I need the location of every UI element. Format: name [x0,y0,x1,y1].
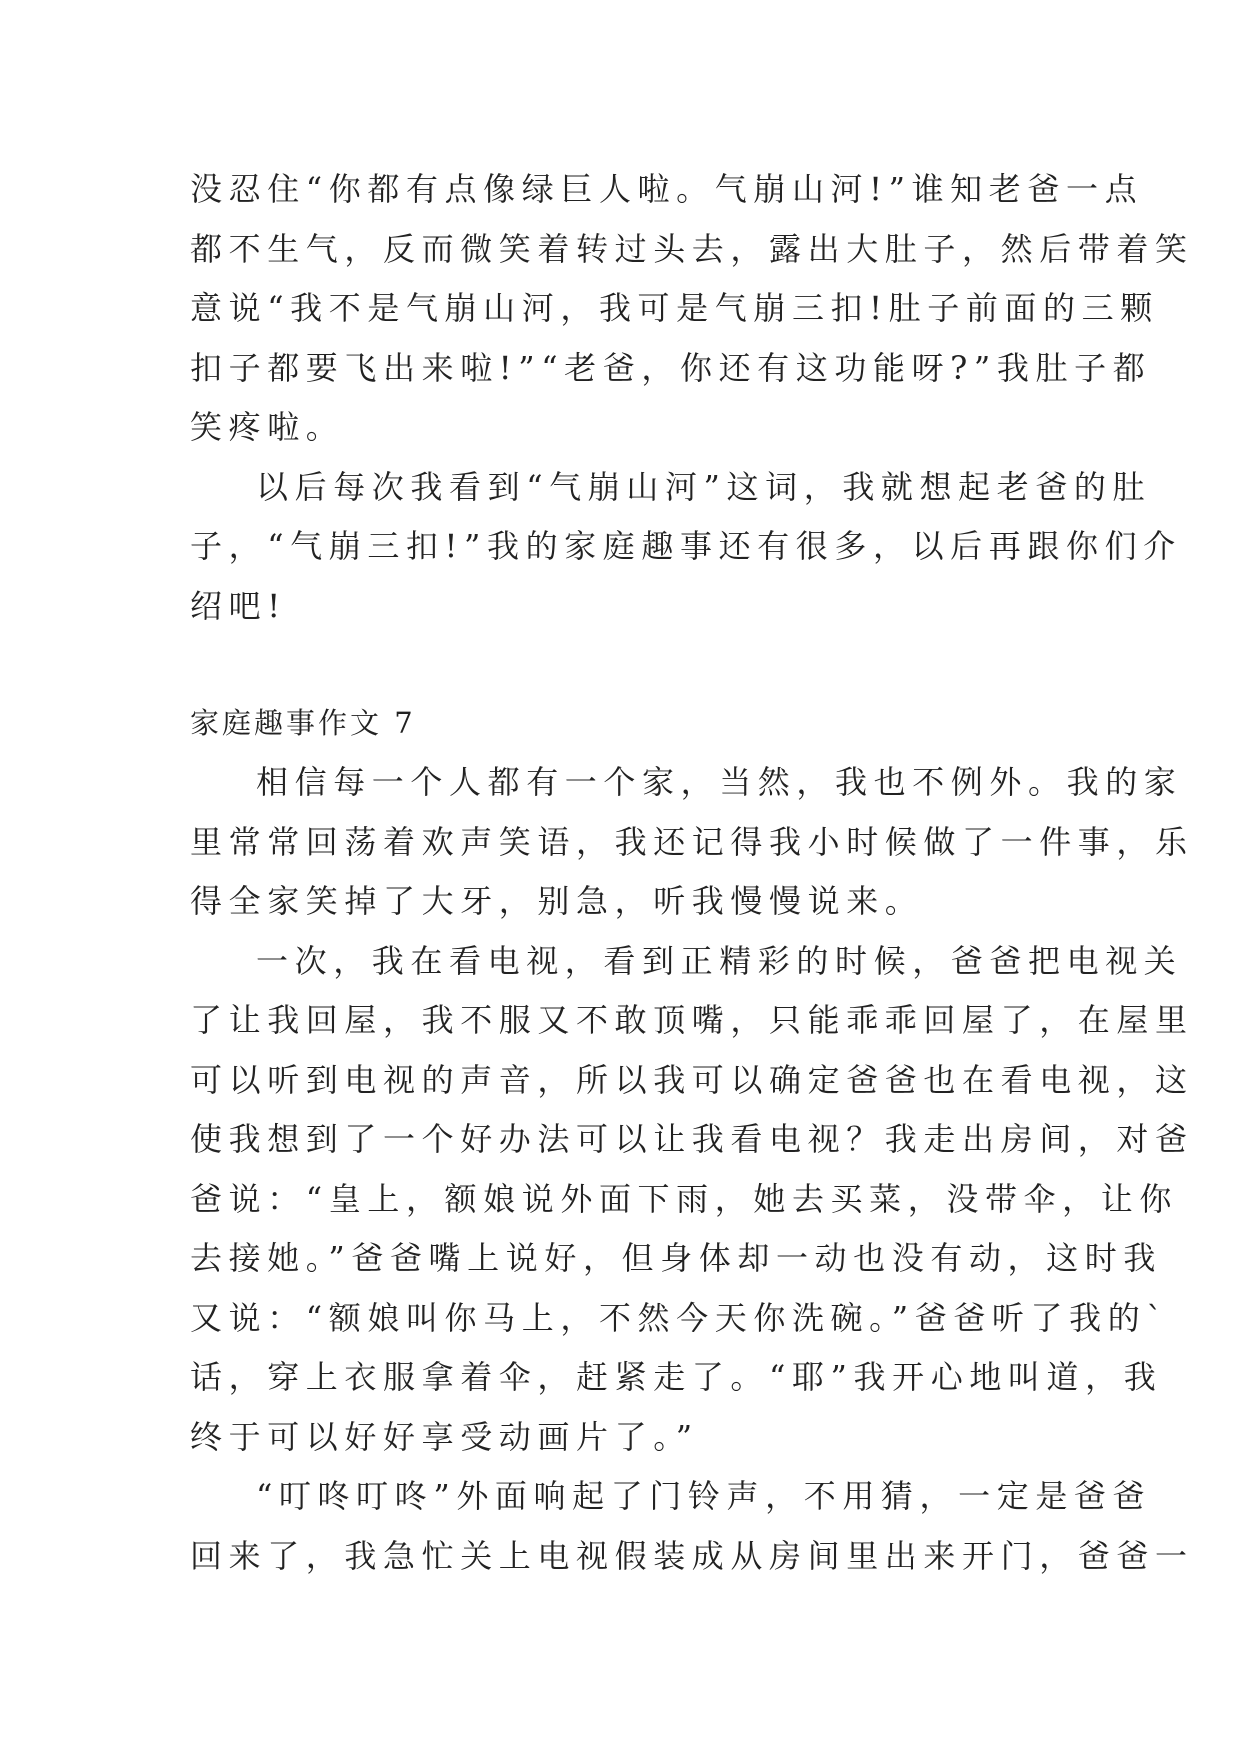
text-line: 去接她。”爸爸嘴上说好，但身体却一动也没有动，这时我 [190,1239,1162,1277]
text-line: 可以听到电视的声音，所以我可以确定爸爸也在看电视，这 [190,1060,1194,1099]
paragraph-5 [190,1467,1194,1586]
text-line: 一次，我在看电视，看到正精彩的时候，爸爸把电视关 [256,941,1183,980]
text-line: 子，“气崩三扣!”我的家庭趣事还有很多，以后再跟你们介 [190,527,1182,565]
text-line: 扣子都要飞出来啦!”“老爸，你还有这功能呀?”我肚子都 [190,348,1152,387]
text-line: 终于可以好好享受动画片了。” [190,1417,699,1456]
paragraph-3 [190,753,1194,932]
text-line: “叮咚叮咚”外面响起了门铃声，不用猜，一定是爸爸 [256,1477,1152,1515]
text-line: 相信每一个人都有一个家，当然，我也不例外。我的家 [256,763,1183,801]
text-line: 绍吧! [190,586,287,625]
text-line: 爸说：“皇上，额娘说外面下雨，她去买菜，没带伞，让你 [190,1179,1178,1218]
text-line: 意说“我不是气崩山河，我可是气崩三扣!肚子前面的三颗 [190,289,1159,327]
text-line: 得全家笑掉了大牙，别急，听我慢慢说来。 [190,882,924,920]
text-line: 回来了，我急忙关上电视假装成从房间里出来开门，爸爸一 [190,1536,1194,1575]
text-line: 话，穿上衣服拿着伞，赶紧走了。“耶”我开心地叫道，我 [190,1358,1163,1396]
paragraph-4 [190,932,1194,1468]
text-line: 没忍住“你都有点像绿巨人啦。气崩山河!”谁知老爸一点 [190,170,1144,208]
text-line: 笑疼啦。 [190,408,345,446]
document-body [190,160,1194,1586]
paragraph-2 [190,458,1182,637]
text-line: 都不生气，反而微笑着转过头去，露出大肚子，然后带着笑 [190,229,1194,268]
text-line: 使我想到了一个好办法可以让我看电视？我走出房间，对爸 [190,1120,1194,1158]
text-line: 又说：“额娘叫你马上，不然今天你洗碗。”爸爸听了我的` [190,1298,1169,1337]
paragraph-1 [190,160,1194,458]
section-heading: 家庭趣事作文 7 [190,706,416,740]
section-gap [190,636,1050,693]
text-line: 了让我回屋，我不服又不敢顶嘴，只能乖乖回屋了，在屋里 [190,1001,1194,1039]
text-line: 里常常回荡着欢声笑语，我还记得我小时候做了一件事，乐 [190,822,1194,861]
text-line: 以后每次我看到“气崩山河”这词，我就想起老爸的肚 [256,467,1152,506]
